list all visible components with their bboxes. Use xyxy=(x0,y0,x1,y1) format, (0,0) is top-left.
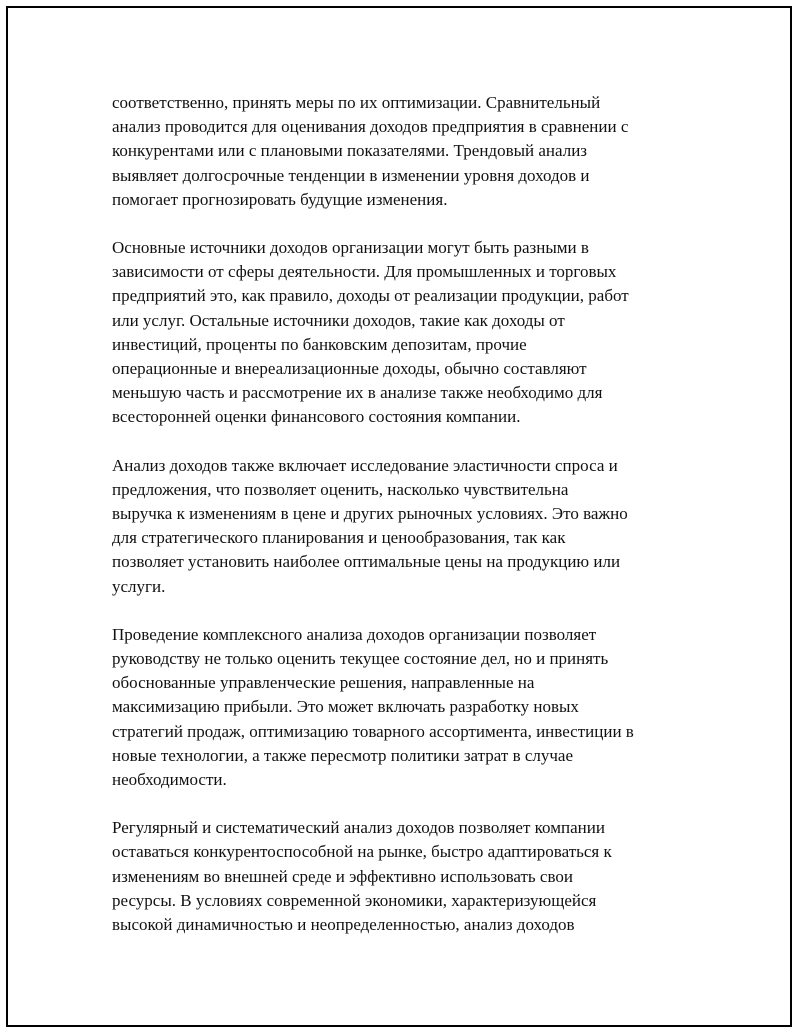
document-body xyxy=(112,91,686,961)
paragraph-2: Основные источники доходов организации могут быть разными в зависимости от сферы деятельности. Для промышленных и торговых предприятий это, как правило, доходы от реализации продукции, работ или услуг. Остальные источники доходов, такие как доходы от инвестиций, проценты по банковским депозитам, прочие операционные и внереализационные доходы, обычно составляют меньшую часть и рассмотрение их в анализе также необходимо для всесторонней оценки финансового состояния компании. xyxy=(112,238,629,427)
paragraph-3: Анализ доходов также включает исследование эластичности спроса и предложения, что позволяет оценить, насколько чувствительна выручка к изменениям в цене и других рыночных условиях. Это важно для стратегического планирования и ценообразования, так как позволяет установить наиболее оптимальные цены на продукцию или услуги. xyxy=(112,455,628,596)
paragraph-4: Проведение комплексного анализа доходов организации позволяет руководству не только оценить текущее состояние дел, но и принять обоснованные управленческие решения, направленные на максимизацию прибыли. Это может включать разработку новых стратегий продаж, оптимизацию товарного ассортимента, инвестиции в новые технологии, а также пересмотр политики затрат в случае необходимости. xyxy=(112,624,634,790)
paragraph-5: Регулярный и систематический анализ доходов позволяет компании оставаться конкурентоспособной на рынке, быстро адаптироваться к изменениям во внешней среде и эффективно использовать свои ресурсы. В условиях современной экономики, характеризующейся высокой динамичностью и неопределенностью, анализ доходов xyxy=(112,818,612,935)
paragraph-1: соответственно, принять меры по их оптимизации. Сравнительный анализ проводится для оценивания доходов предприятия в сравнении с конкурентами или с плановыми показателями. Трендовый анализ выявляет долгосрочные тенденции в изменении уровня доходов и помогает прогнозировать будущие изменения. xyxy=(112,93,629,209)
